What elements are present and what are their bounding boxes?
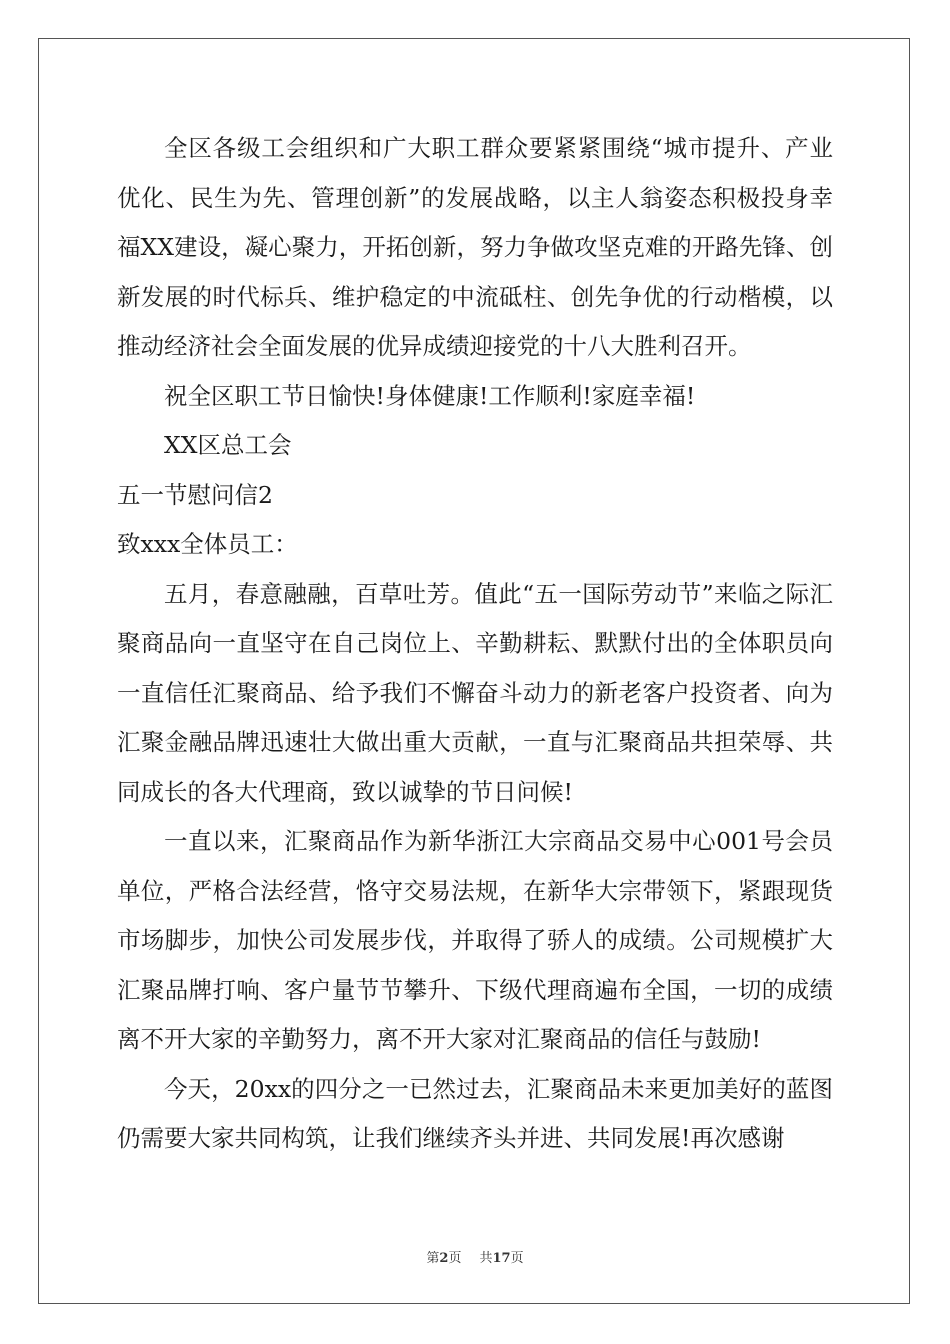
signature-union: XX区总工会 [164, 431, 292, 459]
page-footer [0, 1247, 950, 1266]
page-suffix: 页 [448, 1251, 462, 1266]
letter-title: 五一节慰问信2 [117, 480, 273, 509]
paragraph-closing-call: 全区各级工会组织和广大职工群众要紧紧围绕“城市提升、产业优化、民生为先、管理创新”的发展战略，以主人翁姿态积极投身幸福XX建设，凝心聚力，开拓创新，努力争做攻坚克难的开路先锋、创新发展的时代标兵、维护稳定的中流砥柱、创先争优的行动楷模，以推动经济社会全面发展的优异成绩迎接党的十八大胜利召开。 [117, 134, 833, 360]
paragraph-greeting: 五月，春意融融，百草吐芳。值此“五一国际劳动节”来临之际汇聚商品向一直坚守在自己岗位上、辛勤耕耘、默默付出的全体职员向一直信任汇聚商品、给予我们不懈奋斗动力的新老客户投资者、向为汇聚金融品牌迅速壮大做出重大贡献，一直与汇聚商品共担荣辱、共同成长的各大代理商，致以诚挚的节日问候! [117, 579, 833, 806]
total-pages: 17 [492, 1251, 511, 1266]
document-body [117, 124, 833, 1164]
page-number: 2 [439, 1251, 449, 1266]
paragraph-outlook: 今天，20xx的四分之一已然过去，汇聚商品未来更加美好的蓝图仍需要大家共同构筑，让我们继续齐头并进、共同发展!再次感谢 [117, 1074, 833, 1152]
page-prefix: 第 [426, 1251, 440, 1266]
letter-salutation: 致xxx全体员工： [117, 530, 298, 558]
paragraph-wishes: 祝全区职工节日愉快!身体健康!工作顺利!家庭幸福! [164, 381, 696, 410]
total-suffix: 页 [510, 1251, 524, 1266]
paragraph-achievements: 一直以来，汇聚商品作为新华浙江大宗商品交易中心001号会员单位，严格合法经营，恪守交易法规，在新华大宗带领下，紧跟现货市场脚步，加快公司发展步伐，并取得了骄人的成绩。公司规模扩大汇聚品牌打响、客户量节节攀升、下级代理商遍布全国，一切的成绩离不开大家的辛勤努力，离不开大家对汇聚商品的信任与鼓励! [117, 827, 833, 1053]
total-prefix: 共 [479, 1251, 493, 1266]
